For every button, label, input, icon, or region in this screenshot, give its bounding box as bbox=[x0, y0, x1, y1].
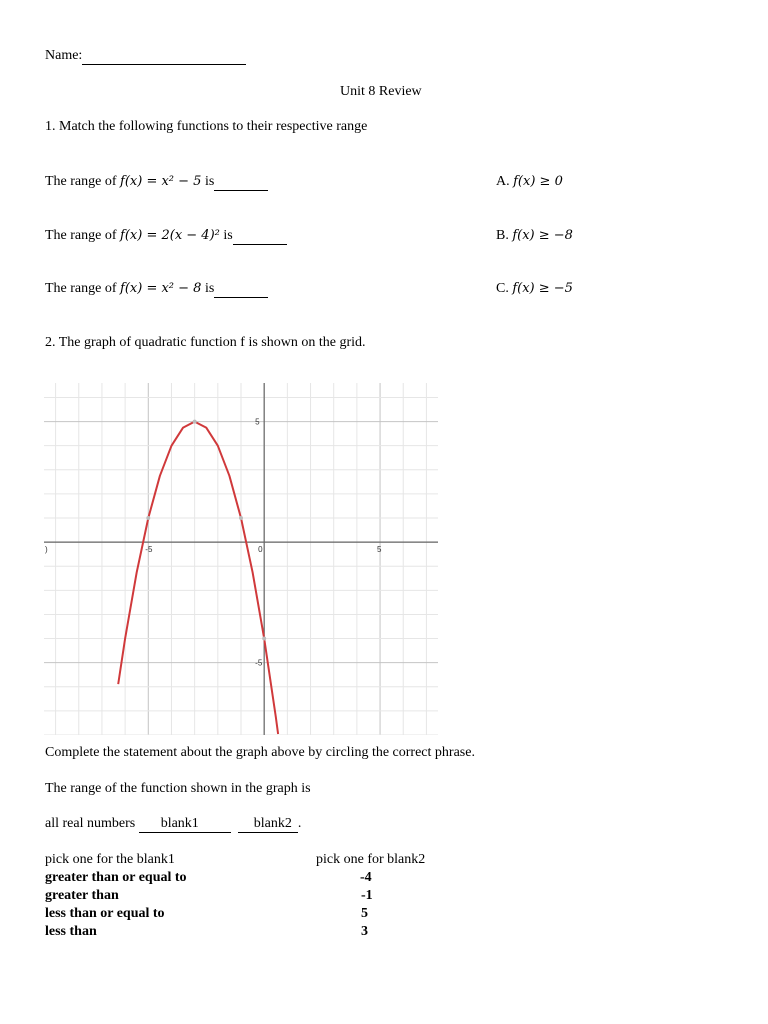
q1-row-3-blank[interactable] bbox=[214, 281, 268, 298]
name-label: Name: bbox=[45, 48, 83, 63]
q1-row-3-func: f(x) = x² − 8 bbox=[120, 281, 202, 296]
blank1-field[interactable] bbox=[139, 816, 231, 833]
q1-row-1-func: f(x) = x² − 5 bbox=[120, 174, 202, 189]
curve-point bbox=[262, 637, 266, 641]
pick2-option-4[interactable]: 3 bbox=[361, 924, 368, 939]
pick1-option-1[interactable]: greater than or equal to bbox=[45, 870, 187, 885]
curve-point bbox=[193, 420, 197, 424]
q1-row-2 bbox=[45, 228, 287, 245]
q1-option-c bbox=[496, 281, 573, 297]
q1-option-b-math: f(x) ≥ −8 bbox=[512, 228, 573, 243]
q1-option-b-letter: B. bbox=[496, 228, 509, 243]
q2-complete-instruction: Complete the statement about the graph above by circling the correct phrase. bbox=[45, 745, 475, 760]
graph-grid bbox=[44, 383, 438, 735]
q1-option-c-math: f(x) ≥ −5 bbox=[512, 281, 573, 296]
y-tick-label: 5 bbox=[255, 417, 260, 427]
q1-row-1 bbox=[45, 174, 268, 191]
blank1-label: blank1 bbox=[160, 816, 199, 831]
q1-row-1-tail: is bbox=[204, 174, 215, 189]
q1-row-1-lead: The range of bbox=[45, 174, 117, 189]
pick1-option-2[interactable]: greater than bbox=[45, 888, 119, 903]
blank2-field[interactable] bbox=[238, 816, 298, 833]
q2-period: . bbox=[297, 816, 302, 831]
name-blank[interactable] bbox=[82, 48, 246, 65]
name-field bbox=[45, 48, 246, 65]
q1-row-2-blank[interactable] bbox=[233, 228, 287, 245]
q1-option-a-letter: A. bbox=[496, 174, 510, 189]
q2-range-statement: The range of the function shown in the graph is bbox=[45, 781, 311, 796]
quadratic-graph bbox=[44, 383, 438, 735]
q1-row-3-tail: is bbox=[204, 281, 215, 296]
y-tick-label: -5 bbox=[255, 658, 263, 668]
blank2-label: blank2 bbox=[253, 816, 292, 831]
curve-point bbox=[239, 516, 243, 520]
q1-row-2-lead: The range of bbox=[45, 228, 117, 243]
q1-row-2-func: f(x) = 2(x − 4)² bbox=[120, 228, 220, 243]
pick1-option-3[interactable]: less than or equal to bbox=[45, 906, 165, 921]
pick1-option-4[interactable]: less than bbox=[45, 924, 97, 939]
pick1-header: pick one for the blank1 bbox=[45, 852, 175, 867]
q1-option-a-math: f(x) ≥ 0 bbox=[513, 174, 563, 189]
x-tick-label: -5 bbox=[145, 545, 153, 555]
x-axis-cut-label: ) bbox=[45, 545, 48, 555]
curve-point bbox=[146, 516, 150, 520]
q1-option-b bbox=[496, 228, 573, 244]
q1-option-a bbox=[496, 174, 563, 190]
pick2-option-3[interactable]: 5 bbox=[361, 906, 368, 921]
x-tick-label: 5 bbox=[377, 545, 382, 555]
page-title: Unit 8 Review bbox=[340, 84, 422, 99]
pick2-option-2[interactable]: -1 bbox=[361, 888, 373, 903]
q1-row-3 bbox=[45, 281, 268, 298]
q2-prompt: 2. The graph of quadratic function f is shown on the grid. bbox=[45, 335, 366, 350]
pick2-option-1[interactable]: -4 bbox=[360, 870, 372, 885]
q2-fill-sentence bbox=[45, 816, 301, 833]
q1-row-3-lead: The range of bbox=[45, 281, 117, 296]
q1-option-c-letter: C. bbox=[496, 281, 509, 296]
q1-row-2-tail: is bbox=[223, 228, 233, 243]
q1-row-1-blank[interactable] bbox=[214, 174, 268, 191]
q1-prompt: 1. Match the following functions to their respective range bbox=[45, 119, 368, 134]
pick2-header: pick one for blank2 bbox=[316, 852, 426, 867]
q2-fill-lead: all real numbers bbox=[45, 816, 136, 831]
x-tick-label: 0 bbox=[258, 545, 263, 555]
